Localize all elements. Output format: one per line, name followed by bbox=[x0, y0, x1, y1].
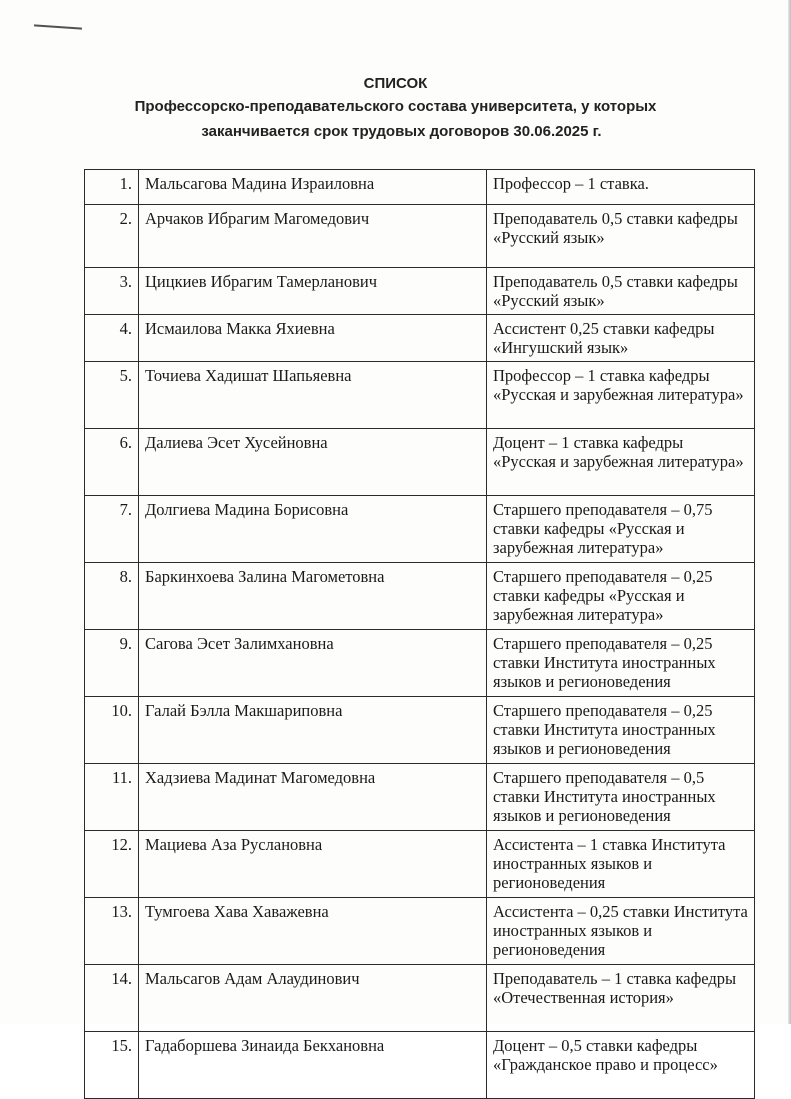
employee-name: Мациева Аза Руслановна bbox=[139, 831, 487, 898]
row-number: 15. bbox=[85, 1032, 139, 1099]
table-row bbox=[85, 831, 755, 898]
employee-name: Мальсагов Адам Алаудинович bbox=[139, 965, 487, 1032]
employee-position: Старшего преподавателя – 0,5 ставки Института иностранных языков и регионоведения bbox=[487, 764, 755, 831]
table-row bbox=[85, 362, 755, 429]
employee-name: Далиева Эсет Хусейновна bbox=[139, 429, 487, 496]
employee-name: Хадзиева Мадинат Магомедовна bbox=[139, 764, 487, 831]
table-row bbox=[85, 315, 755, 362]
row-number: 9. bbox=[85, 630, 139, 697]
row-number: 2. bbox=[85, 205, 139, 268]
pen-mark bbox=[34, 24, 82, 29]
employee-name: Тумгоева Хава Хаважевна bbox=[139, 898, 487, 965]
employee-position: Доцент – 1 ставка кафедры «Русская и зарубежная литература» bbox=[487, 429, 755, 496]
row-number: 11. bbox=[85, 764, 139, 831]
row-number: 5. bbox=[85, 362, 139, 429]
employee-name: Долгиева Мадина Борисовна bbox=[139, 496, 487, 563]
employee-position: Ассистент 0,25 ставки кафедры «Ингушский язык» bbox=[487, 315, 755, 362]
employee-name: Сагова Эсет Залимхановна bbox=[139, 630, 487, 697]
row-number: 14. bbox=[85, 965, 139, 1032]
employee-position: Старшего преподавателя – 0,75 ставки кафедры «Русская и зарубежная литература» bbox=[487, 496, 755, 563]
employee-position: Ассистента – 1 ставка Института иностранных языков и регионоведения bbox=[487, 831, 755, 898]
row-number: 13. bbox=[85, 898, 139, 965]
employee-name: Баркинхоева Залина Магометовна bbox=[139, 563, 487, 630]
table-row bbox=[85, 170, 755, 205]
table-row bbox=[85, 563, 755, 630]
employee-position: Старшего преподавателя – 0,25 ставки кафедры «Русская и зарубежная литература» bbox=[487, 563, 755, 630]
employee-position: Преподаватель 0,5 ставки кафедры «Русский язык» bbox=[487, 268, 755, 315]
table-row bbox=[85, 1032, 755, 1099]
document-title: СПИСОК bbox=[363, 75, 428, 92]
document-subtitle-line1: Профессорско-преподавательского состава университета, у которых bbox=[134, 98, 657, 115]
employee-position: Доцент – 0,5 ставки кафедры «Гражданское право и процесс» bbox=[487, 1032, 755, 1099]
row-number: 7. bbox=[85, 496, 139, 563]
employee-name: Арчаков Ибрагим Магомедович bbox=[139, 205, 487, 268]
table-row bbox=[85, 898, 755, 965]
employee-name: Точиева Хадишат Шапьяевна bbox=[139, 362, 487, 429]
employee-name: Гадаборшева Зинаида Бекхановна bbox=[139, 1032, 487, 1099]
row-number: 1. bbox=[85, 170, 139, 205]
table-row bbox=[85, 268, 755, 315]
employee-name: Исмаилова Макка Яхиевна bbox=[139, 315, 487, 362]
document-subtitle-line2: заканчивается срок трудовых договоров 30.06.2025 г. bbox=[201, 123, 602, 140]
table-row bbox=[85, 429, 755, 496]
employee-position: Ассистента – 0,25 ставки Института иностранных языков и регионоведения bbox=[487, 898, 755, 965]
table-row bbox=[85, 630, 755, 697]
row-number: 8. bbox=[85, 563, 139, 630]
table-row bbox=[85, 764, 755, 831]
table-row bbox=[85, 496, 755, 563]
row-number: 12. bbox=[85, 831, 139, 898]
row-number: 3. bbox=[85, 268, 139, 315]
row-number: 4. bbox=[85, 315, 139, 362]
employee-position: Преподаватель 0,5 ставки кафедры «Русский язык» bbox=[487, 205, 755, 268]
employee-name: Галай Бэлла Макшариповна bbox=[139, 697, 487, 764]
employee-position: Старшего преподавателя – 0,25 ставки Института иностранных языков и регионоведения bbox=[487, 697, 755, 764]
employee-position: Старшего преподавателя – 0,25 ставки Института иностранных языков и регионоведения bbox=[487, 630, 755, 697]
employee-position: Профессор – 1 ставка кафедры «Русская и зарубежная литература» bbox=[487, 362, 755, 429]
employee-position: Профессор – 1 ставка. bbox=[487, 170, 755, 205]
table-row bbox=[85, 205, 755, 268]
staff-table bbox=[84, 169, 755, 1099]
table-row bbox=[85, 697, 755, 764]
row-number: 10. bbox=[85, 697, 139, 764]
employee-name: Мальсагова Мадина Израиловна bbox=[139, 170, 487, 205]
employee-name: Цицкиев Ибрагим Тамерланович bbox=[139, 268, 487, 315]
employee-position: Преподаватель – 1 ставка кафедры «Отечественная история» bbox=[487, 965, 755, 1032]
row-number: 6. bbox=[85, 429, 139, 496]
table-row bbox=[85, 965, 755, 1032]
